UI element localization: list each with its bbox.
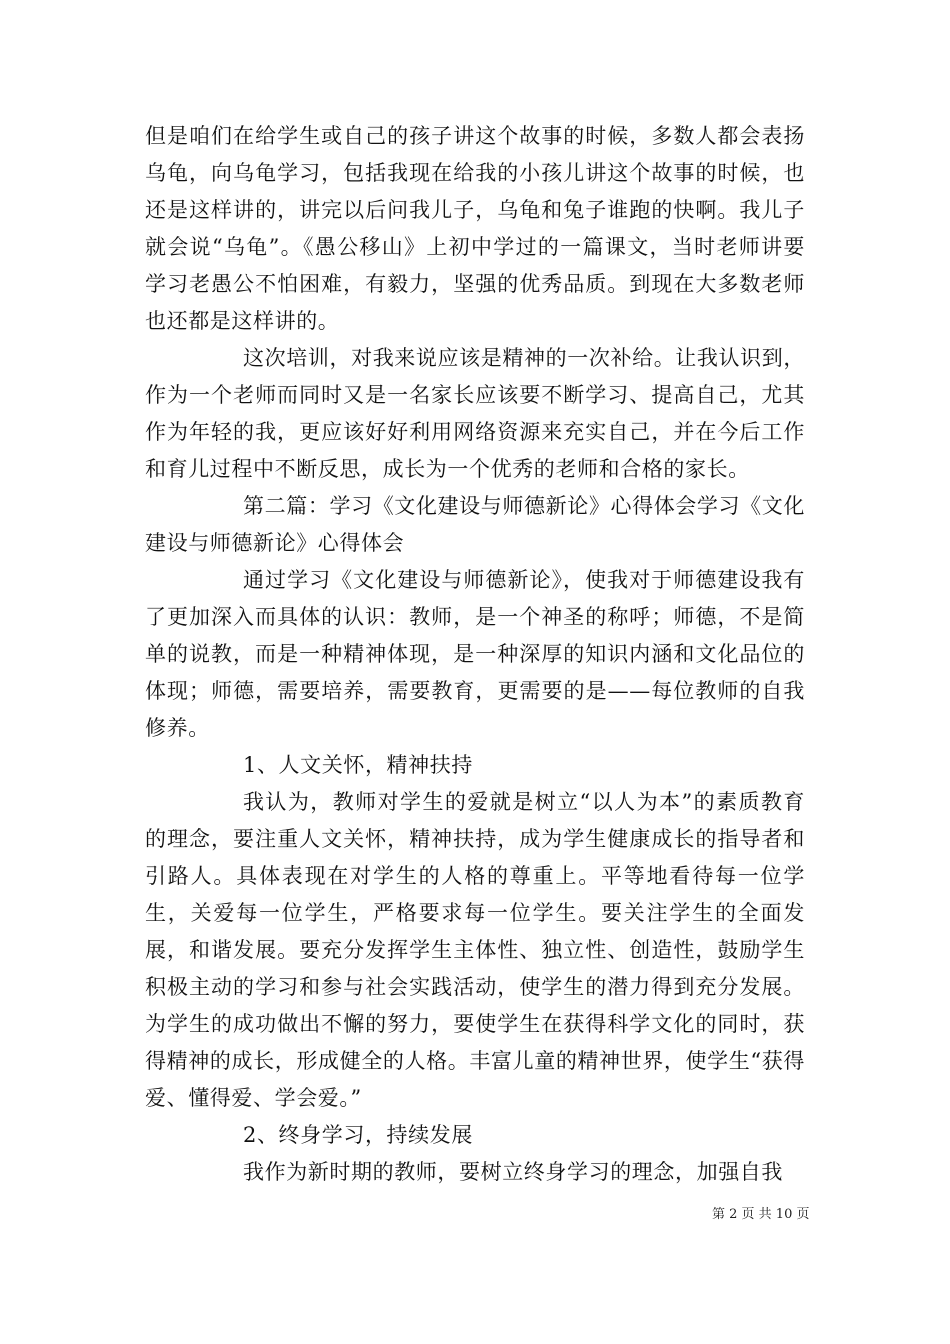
section-heading-second-article: 第二篇：学习《文化建设与师德新论》心得体会学习《文化建设与师德新论》心得体会 xyxy=(145,494,805,555)
paragraph-lifelong-learning: 我作为新时期的教师，要树立终身学习的理念，加强自我 xyxy=(243,1160,783,1184)
subheading-lifelong-learning: 2、终身学习，持续发展 xyxy=(243,1123,473,1147)
paragraph-story-intro: 但是咱们在给学生或自己的孩子讲这个故事的时候，多数人都会表扬乌龟，向乌龟学习，包括我现在给我的小孩儿讲这个故事的时候，也还是这样讲的，讲完以后问我儿子，乌龟和兔子谁跑的快啊。我儿子就会说“乌龟”。《愚公移山》上初中学过的一篇课文，当时老师讲要学习老愚公不怕困难，有毅力，坚强的优秀品质。到现在大多数老师也还都是这样讲的。 xyxy=(145,124,805,333)
paragraph-teacher-ethics: 通过学习《文化建设与师德新论》，使我对于师德建设我有了更加深入而具体的认识：教师，是一个神圣的称呼；师德，不是简单的说教，而是一种精神体现，是一种深厚的知识内涵和文化品位的体现；师德，需要培养，需要教育，更需要的是——每位教师的自我修养。 xyxy=(145,568,805,740)
paragraph-training-reflection: 这次培训，对我来说应该是精神的一次补给。让我认识到，作为一个老师而同时又是一名家长应该要不断学习、提高自己，尤其作为年轻的我，更应该好好利用网络资源来充实自己，并在今后工作和育儿过程中不断反思，成长为一个优秀的老师和合格的家长。 xyxy=(145,346,805,481)
paragraph-love-for-students: 我认为，教师对学生的爱就是树立“以人为本”的素质教育的理念，要注重人文关怀，精神扶持，成为学生健康成长的指导者和引路人。具体表现在对学生的人格的尊重上。平等地看待每一位学生，关爱每一位学生，严格要求每一位学生。要关注学生的全面发展，和谐发展。要充分发挥学生主体性、独立性、创造性，鼓励学生积极主动的学习和参与社会实践活动，使学生的潜力得到充分发展。为学生的成功做出不懈的努力，要使学生在获得科学文化的同时，获得精神的成长，形成健全的人格。丰富儿童的精神世界，使学生“获得爱、懂得爱、学会爱。” xyxy=(145,790,805,1110)
page-number-footer: 第 2 页 共 10 页 xyxy=(712,1207,810,1222)
subheading-humanistic-care: 1、人文关怀，精神扶持 xyxy=(243,753,473,777)
document-body xyxy=(145,118,805,1191)
